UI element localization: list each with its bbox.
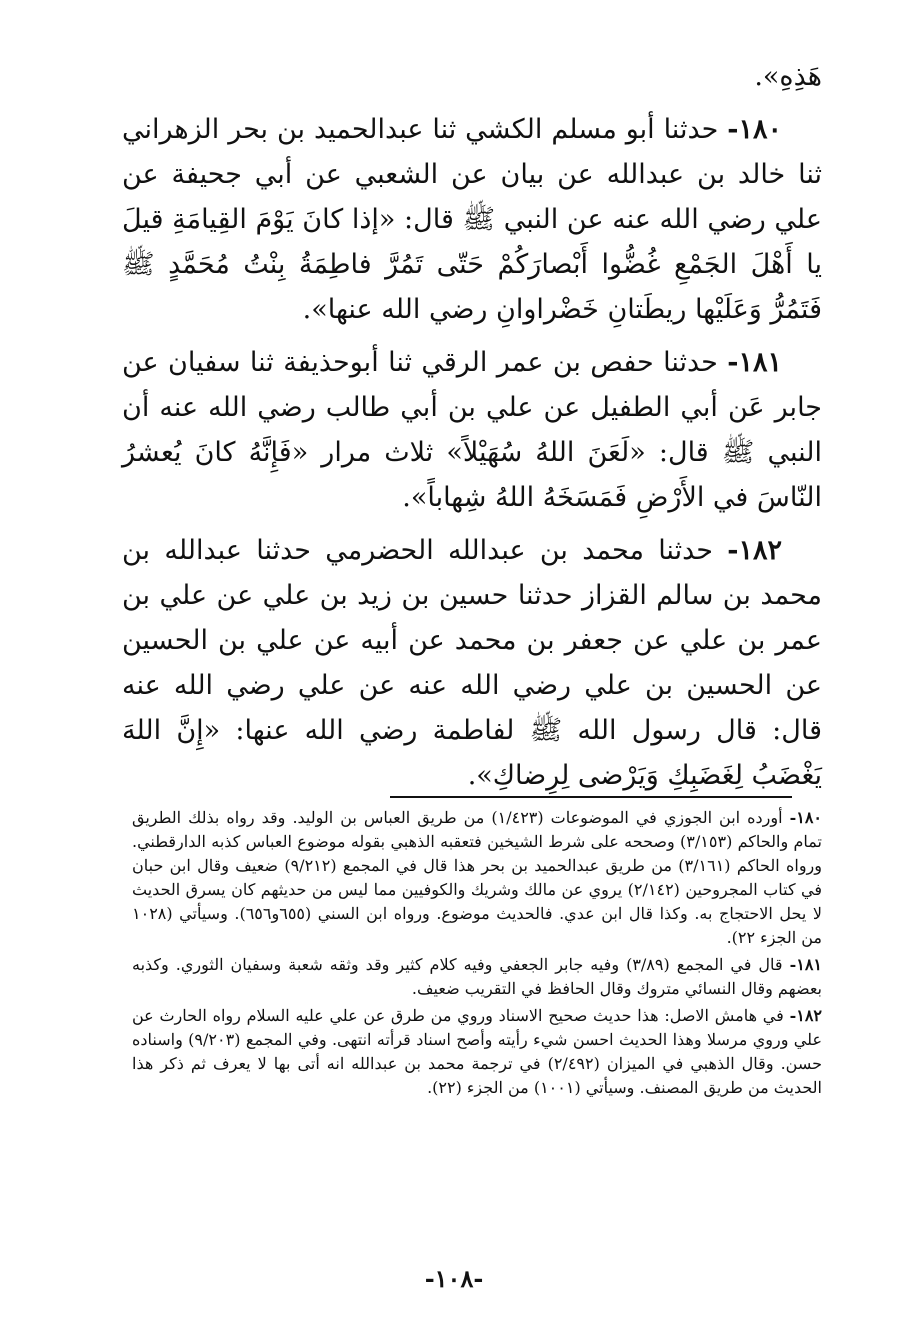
footnote-number: ١٨٠- <box>789 808 823 827</box>
footnote-number: ١٨٢- <box>789 1006 822 1025</box>
opening-line: هَذِهِ». <box>754 61 822 92</box>
hadith-text: حدثنا محمد بن عبدالله الحضرمي حدثنا عبدالله بن محمد بن سالم القزاز حدثنا حسين بن زيد بن علي عن علي بن عمر بن علي عن جعفر بن محمد عن أبيه عن علي بن الحسين عن الحسين بن علي رضي الله عنه عن علي رضي الله عنه قال: قال رسول الله ﷺ لفاطمة رضي الله عنها: «إِنَّ اللهَ يَغْضَبُ لِغَضَبِكِ وَيَرْضى لِرِضاكِ». <box>122 535 822 791</box>
footnote-text: قال في المجمع (٣/٨٩) وفيه جابر الجعفي وفيه كلام كثير وقد وثقه شعبة وسفيان الثوري. وكذبه بعضهم وقال النسائي متروك وقال الحافظ في التقريب ضعيف. <box>132 955 822 998</box>
hadith-180 <box>122 107 822 332</box>
footnote-number: ١٨١- <box>789 955 822 974</box>
footnotes <box>132 806 822 1103</box>
hadith-182 <box>122 528 822 798</box>
hadith-number: ١٨١- <box>727 347 782 378</box>
footnote-182 <box>132 1004 822 1100</box>
main-text <box>122 54 822 798</box>
footnote-divider <box>390 796 792 798</box>
footnote-text: في هامش الاصل: هذا حديث صحيح الاسناد وروي من طرق عن علي عليه السلام رواه الحارث عن علي وروي مرسلا وهذا الحديث احسن شيء رأيته وأصح اسناد قرأته انتهى. وفي المجمع (٩/٢٠٣) واسناده حسن. وقال الذهبي في الميزان (٢/٤٩٢) في ترجمة محمد بن عبدالله انه أتى بها لا يعرف ثم ذكر هذا الحديث من طريق المصنف. وسيأتي (١٠٠١) من الجزء (٢٢). <box>132 1006 823 1097</box>
footnote-180 <box>132 806 822 950</box>
hadith-181 <box>122 340 822 520</box>
footnote-text: أورده ابن الجوزي في الموضوعات (١/٤٢٣) من طريق العباس بن الوليد. وقد رواه بذلك الطريق تمام والحاكم (٣/١٥٣) وصححه على شرط الشيخين فتعقبه الذهبي بقوله موضوع العباس كذبه الدارقطني. ورواه الحاكم (٣/١٦١) من طريق عبدالحميد بن بحر هذا قال في المجمع (٩/٢١٢) ضعيف وقال ابن حبان في كتاب المجروحين (٢/١٤٢) يروي عن مالك وشريك والكوفيين مما ليس من حديثهم كان يسرق الحديث لا يحل الاحتجاج به. وكذا قال ابن عدي. فالحديث موضوع. ورواه ابن السني (٦٥٥و٦٥٦). وسيأتي (١٠٢٨ من الجزء ٢٢). <box>132 808 823 947</box>
hadith-text: حدثنا أبو مسلم الكشي ثنا عبدالحميد بن بحر الزهراني ثنا خالد بن عبدالله عن بيان عن الشعبي عن أبي جحيفة عن علي رضي الله عنه عن النبي ﷺ قال: «إذا كانَ يَوْمَ القِيامَةِ قيلَ يا أَهْلَ الجَمْعِ غُضُّوا أَبْصارَكُمْ حَتّى تَمُرَّ فاطِمَةُ بِنْتُ مُحَمَّدٍ ﷺ فَتَمُرُّ وَعَلَيْها ريطَتانِ خَضْراوانِ رضي الله عنها». <box>122 114 822 325</box>
hadith-text: حدثنا حفص بن عمر الرقي ثنا أبوحذيفة ثنا سفيان عن جابر عَن أبي الطفيل عن علي بن أبي طالب رضي الله عنه أن النبي ﷺ قال: «لَعَنَ اللهُ سُهَيْلاً» ثلاث مرار «فَإِنَّهُ كانَ يُعشرُ النّاسَ في الأَرْضِ فَمَسَخَهُ اللهُ شِهاباً». <box>122 347 822 513</box>
page-number: -١٠٨- <box>424 1264 484 1293</box>
footnote-181 <box>132 953 822 1001</box>
hadith-number: ١٨٠- <box>727 114 782 145</box>
hadith-number: ١٨٢- <box>727 535 782 566</box>
